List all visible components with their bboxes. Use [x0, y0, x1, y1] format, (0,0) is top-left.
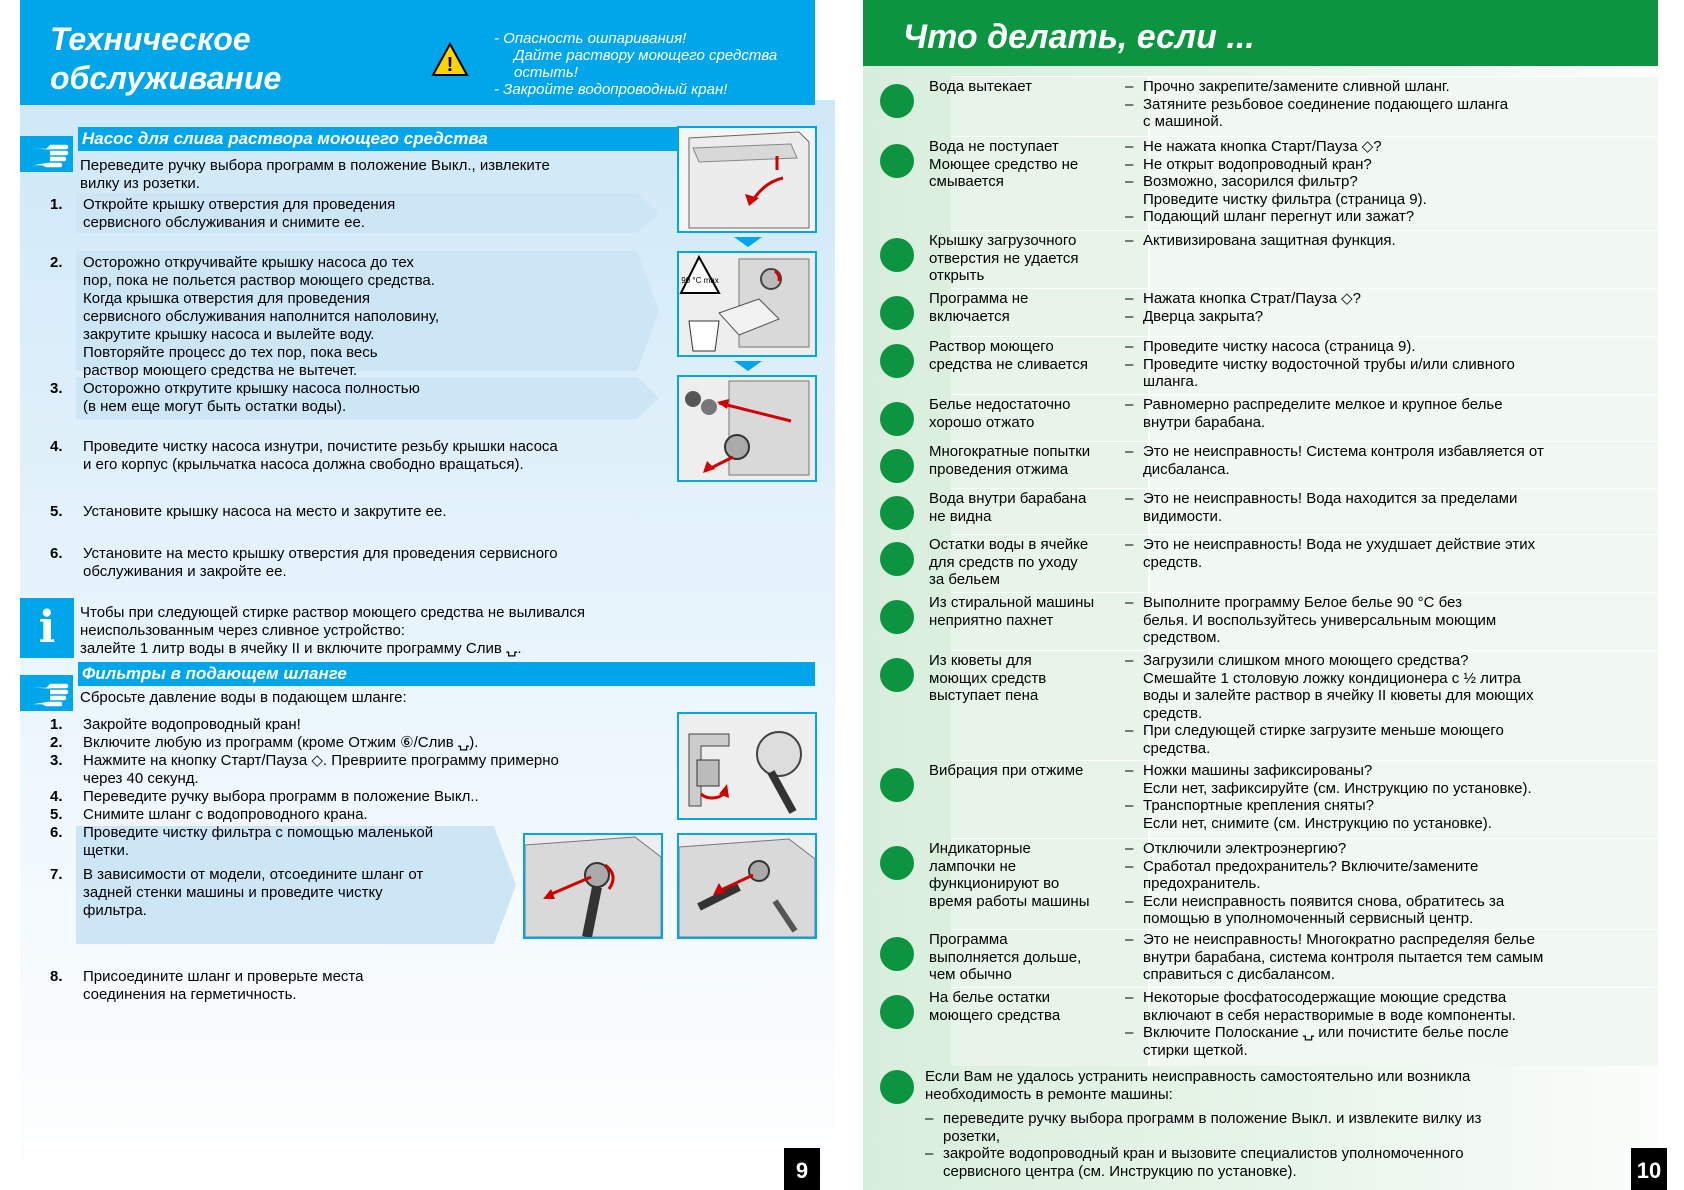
solution-text: – Прочно закрепите/замените сливной шланг. – Затяните резьбовое соединение подающего шланга с машиной.	[1125, 78, 1508, 131]
svg-text:!: !	[446, 54, 454, 76]
solution-text: – Это не неисправность! Вода находится за пределами видимости.	[1125, 490, 1517, 525]
info-icon: i	[20, 598, 74, 658]
problem-text: На белье остатки моющего средства	[929, 989, 1061, 1024]
troubleshooting-row	[863, 394, 1658, 441]
page-number-left: 9	[784, 1148, 820, 1190]
solution-text: – Это не неисправность! Многократно распределяя белье внутри барабана, система контроля пытается тем самым справиться с дисбалансом.	[1125, 931, 1543, 984]
warning-icon	[431, 42, 469, 78]
problem-text: Белье недостаточно хорошо отжато	[929, 396, 1071, 431]
solution-text: – Это не неисправность! Система контроля избавляется от дисбаланса.	[1125, 443, 1544, 478]
problem-text: Вода вытекает	[929, 78, 1033, 95]
status-dot-icon	[880, 600, 914, 634]
problem-text: Остатки воды в ячейке для средств по уходу за бельем	[929, 536, 1089, 588]
illustration-hose-filter-clean	[677, 833, 817, 939]
illustration-service-cover	[677, 126, 817, 233]
problem-text: Вода внутри барабана не видна	[929, 490, 1087, 525]
status-dot-icon	[880, 995, 914, 1029]
status-dot-icon	[880, 496, 914, 530]
svg-text:90 °C max: 90 °C max	[681, 276, 719, 285]
solution-text: – Ножки машины зафиксированы? Если нет, зафиксируйте (см. Инструкцию по установке). – Транспортные крепления сняты? Если нет, снимите (см. Инструкцию по установке).	[1125, 762, 1532, 832]
section1-intro: Переведите ручку выбора программ в положение Выкл., извлеките вилку из розетки.	[80, 157, 550, 192]
status-dot-icon	[880, 1070, 914, 1104]
status-dot-icon	[880, 449, 914, 483]
status-dot-icon	[880, 542, 914, 576]
section-title-filters: Фильтры в подающем шланге	[78, 662, 815, 686]
solution-text: – Активизирована защитная функция.	[1125, 232, 1396, 250]
problem-text: Программа выполняется дольше, чем обычно	[929, 931, 1082, 983]
solution-text: – Нажата кнопка Страт/Пауза ◇? – Дверца закрыта?	[1125, 290, 1361, 325]
status-dot-icon	[880, 768, 914, 802]
troubleshooting-row	[863, 987, 1658, 1066]
troubleshooting-row	[863, 230, 1658, 288]
troubleshooting-row	[863, 929, 1658, 987]
right-header	[863, 0, 1658, 66]
problem-text: Крышку загрузочного отверстия не удается открыть	[929, 232, 1079, 284]
status-dot-icon	[880, 296, 914, 330]
troubleshooting-row	[863, 534, 1658, 592]
solution-text: – Загрузили слишком много моющего средства? Смешайте 1 столовую ложку кондиционера с ½ литра воды и залейте раствор в ячейку II кюветы для моющих средств. – При следующей стирке загрузите меньше моющего средства.	[1125, 652, 1534, 757]
final-text: Если Вам не удалось устранить неисправность самостоятельно или возникла необходимость в ремонте машины:	[925, 1068, 1471, 1103]
illustration-pump-drain	[677, 251, 817, 357]
section2-intro: Сбросьте давление воды в подающем шланге:	[80, 689, 407, 706]
status-dot-icon	[880, 846, 914, 880]
status-dot-icon	[880, 658, 914, 692]
arrow-down-icon	[734, 361, 762, 371]
illustration-hose-back	[523, 833, 663, 939]
illustration-tap-filter	[677, 712, 817, 820]
solution-text: – Проведите чистку насоса (страница 9). – Проведите чистку водосточной трубы и/или сливного шланга.	[1125, 338, 1515, 391]
arrow-down-icon	[734, 237, 762, 247]
troubleshooting-row	[863, 336, 1658, 394]
solution-text: – Не нажата кнопка Старт/Пауза ◇? – Не открыт водопроводный кран? – Возможно, засорился фильтр? Проведите чистку фильтра (страница 9). – Подающий шланг перегнут или зажат?	[1125, 138, 1427, 226]
troubleshooting-row	[863, 136, 1658, 230]
troubleshooting-row	[863, 488, 1658, 534]
right-title: Что делать, если ...	[903, 18, 1255, 56]
right-page	[835, 0, 1684, 1190]
solution-text: – Отключили электроэнергию? – Сработал предохранитель? Включите/замените предохранитель. – Если неисправность появится снова, обратитесь за помощью в уполномоченный сервисный центр.	[1125, 840, 1504, 928]
problem-text: Вибрация при отжиме	[929, 762, 1084, 779]
problem-text: Многократные попытки проведения отжима	[929, 443, 1091, 478]
left-title: Техническое обслуживание	[50, 21, 282, 96]
troubleshooting-row	[863, 650, 1658, 760]
hand-pointer-icon	[20, 136, 73, 172]
status-dot-icon	[880, 238, 914, 272]
page-number-right: 10	[1631, 1148, 1667, 1190]
left-page: Техническое обслуживание ! - Опасность ошпаривания! Дайте раствору моющего средства остыть! - Закройте водопроводный кран! Насос для слива раствора моющего средства Переведите ручку выбора программ в положение Выкл., извлеките вилку из розетки. 1. Откройте крышку отверстия для проведения сервисного обслуживания и снимите ее. 2. Осторожно откручивайте крышку насоса до тех пор, пока не польется раствор моющего средства. Когда крышка отверстия для проведения сервисного обслуживания наполнится наполовину, закрутите крышку насоса и вылейте воду. Повторяйте процесс до тех пор, пока весь раствор моющего средства не вытечет. 3. Осторожно открутите крышку насоса полностью (в нем еще могут быть остатки воды). 4. Проведите чистку насоса изнутри, почистите резьбу крышки насоса и его корпус (крыльчатка насоса должна свободно вращаться). 5. Установите крышку насоса на место и закрутите ее. 6. Установите на место крышку отверстия для проведения сервисного обслуживания и закройте ее. 90 °C max i Чтобы при следующей стирке раствор моющего средства не выливался неиспользованным через сливное устройство: залейте 1 литр воды в ячейку II и включите программу Слив ⍽. Фильтры в подающем шланге Сбросьте давление воды в подающем шланге: 1. Закройте водопроводный кран! 2. Включите любую из программ (кроме Отжим ⑥/Слив ⍽). 3. Нажмите на кнопку Старт/Пауза ◇. Превриите программу примерно через 40 секунд. 4. Переведите ручку выбора программ в положение Выкл.. 5. Снимите шланг с водопроводного крана. 6. Проведите чистку фильтра с помощью маленькой щетки. 7. В зависимости от модели, отсоедините шланг от задней стенки машины и проведите чистку фильтра. 8. Присоедините шланг и проверьте места соединения на герметичность. 9	[0, 0, 835, 1190]
illustration-pump-clean	[677, 375, 817, 482]
troubleshooting-row	[863, 441, 1658, 488]
solution-text: – Это не неисправность! Вода не ухудшает действие этих средств.	[1125, 536, 1535, 571]
status-dot-icon	[880, 344, 914, 378]
warning-text: - Опасность ошпаривания! Дайте раствору моющего средства остыть! - Закройте водопроводный кран!	[494, 30, 778, 98]
troubleshooting-row	[863, 592, 1658, 650]
status-dot-icon	[880, 402, 914, 436]
solution-text: – Некоторые фосфатосодержащие моющие средства включают в себя нерастворимые в воде компоненты. – Включите Полоскание ⍽ или почистите белье после стирки щеткой.	[1125, 989, 1516, 1059]
solution-text: – Равномерно распределите мелкое и крупное белье внутри барабана.	[1125, 396, 1503, 431]
problem-text: Вода не поступает Моющее средство не смывается	[929, 138, 1079, 190]
problem-text: Из стиральной машины неприятно пахнет	[929, 594, 1095, 629]
troubleshooting-row	[863, 76, 1658, 136]
problem-text: Программа не включается	[929, 290, 1029, 325]
left-header	[20, 0, 815, 105]
troubleshooting-row	[863, 760, 1658, 838]
problem-text: Раствор моющего средства не сливается	[929, 338, 1089, 373]
info-text: Чтобы при следующей стирке раствор моющего средства не выливался неиспользованным через сливное устройство: залейте 1 литр воды в ячейку II и включите программу Слив ⍽.	[80, 604, 586, 657]
problem-text: Из кюветы для моющих средств выступает пена	[929, 652, 1047, 704]
problem-text: Индикаторные лампочки не функционируют во время работы машины	[929, 840, 1090, 910]
section-title-pump: Насос для слива раствора моющего средства	[78, 127, 815, 151]
status-dot-icon	[880, 937, 914, 971]
troubleshooting-row	[863, 838, 1658, 929]
troubleshooting-row	[863, 288, 1658, 336]
status-dot-icon	[880, 84, 914, 118]
final-bullets: – переведите ручку выбора программ в положение Выкл. и извлеките вилку из розетки, – закройте водопроводный кран и вызовите специалистов уполномоченного сервисного центра (см. Инструкцию по установке).	[925, 1110, 1481, 1180]
solution-text: – Выполните программу Белое белье 90 °C без белья. И воспользуйтесь универсальным моющим средством.	[1125, 594, 1496, 647]
hand-pointer-icon	[20, 675, 73, 711]
status-dot-icon	[880, 144, 914, 178]
